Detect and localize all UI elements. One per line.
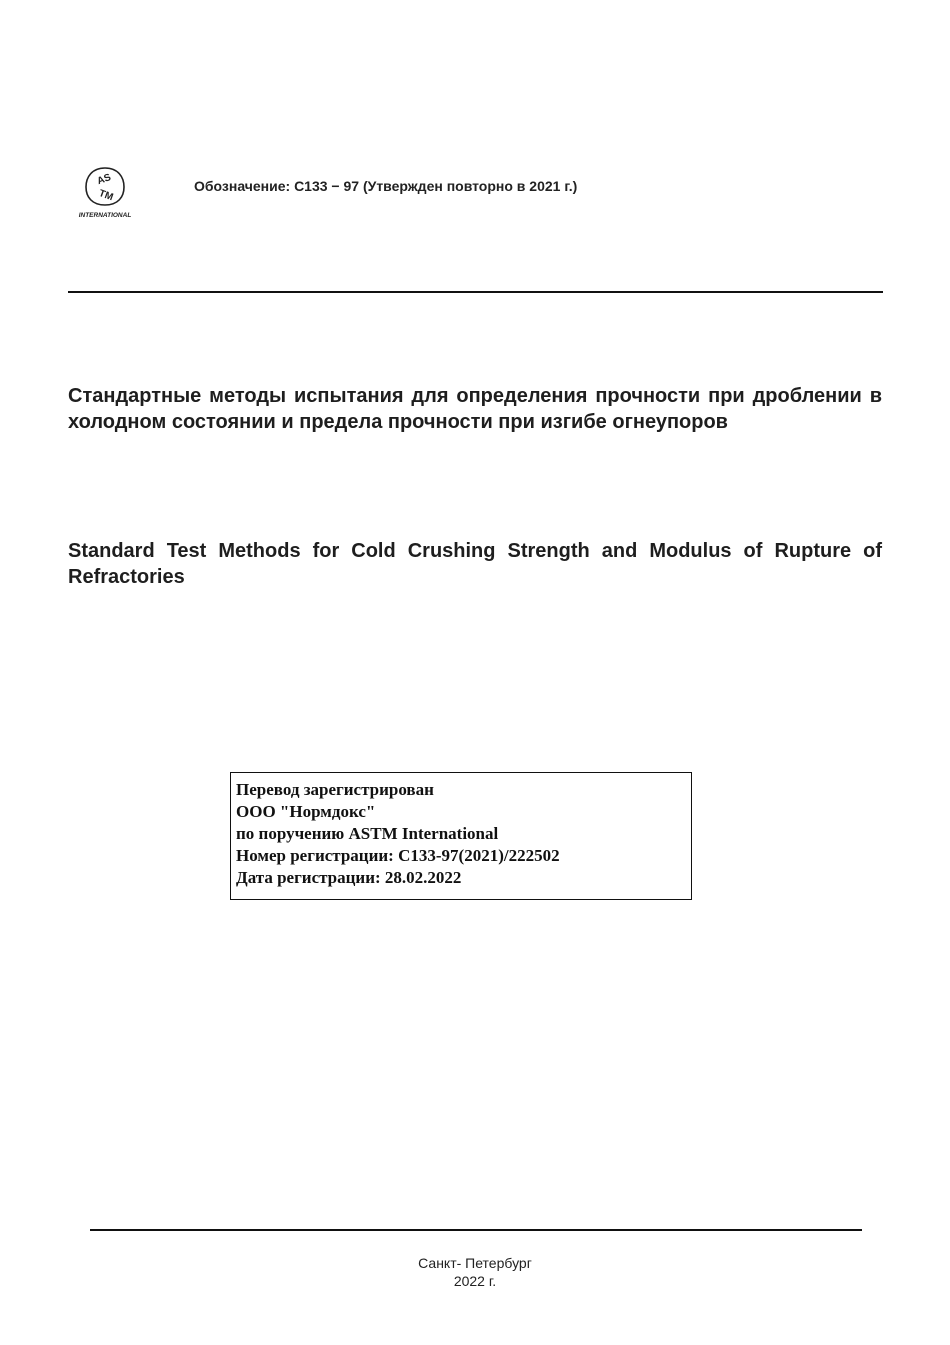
- footer: [0, 1254, 950, 1290]
- title-english: Standard Test Methods for Cold Crushing Strength and Modulus of Rupture of Refractories: [68, 540, 882, 588]
- astm-logo: [78, 165, 132, 221]
- header-divider: [68, 291, 883, 293]
- registration-line: по поручению ASTM International: [236, 824, 499, 843]
- footer-city: Санкт- Петербург: [418, 1255, 532, 1271]
- document-designation: Обозначение: C133 − 97 (Утвержден повторно в 2021 г.): [194, 178, 578, 194]
- registration-box: [230, 772, 692, 900]
- registration-line: ООО "Нормдокс": [236, 802, 376, 821]
- svg-text:TM: TM: [97, 188, 115, 204]
- registration-line: Перевод зарегистрирован: [236, 780, 434, 799]
- logo-subtext: INTERNATIONAL: [78, 212, 132, 219]
- footer-year: 2022 г.: [453, 1273, 497, 1289]
- svg-text:AS: AS: [95, 172, 113, 188]
- title-russian: Стандартные методы испытания для определения прочности при дроблении в холодном состоянии и предела прочности при изгибе огнеупоров: [68, 385, 882, 433]
- registration-line: Дата регистрации: 28.02.2022: [236, 868, 462, 887]
- footer-divider: [90, 1229, 862, 1231]
- registration-line: Номер регистрации: C133-97(2021)/222502: [236, 846, 560, 865]
